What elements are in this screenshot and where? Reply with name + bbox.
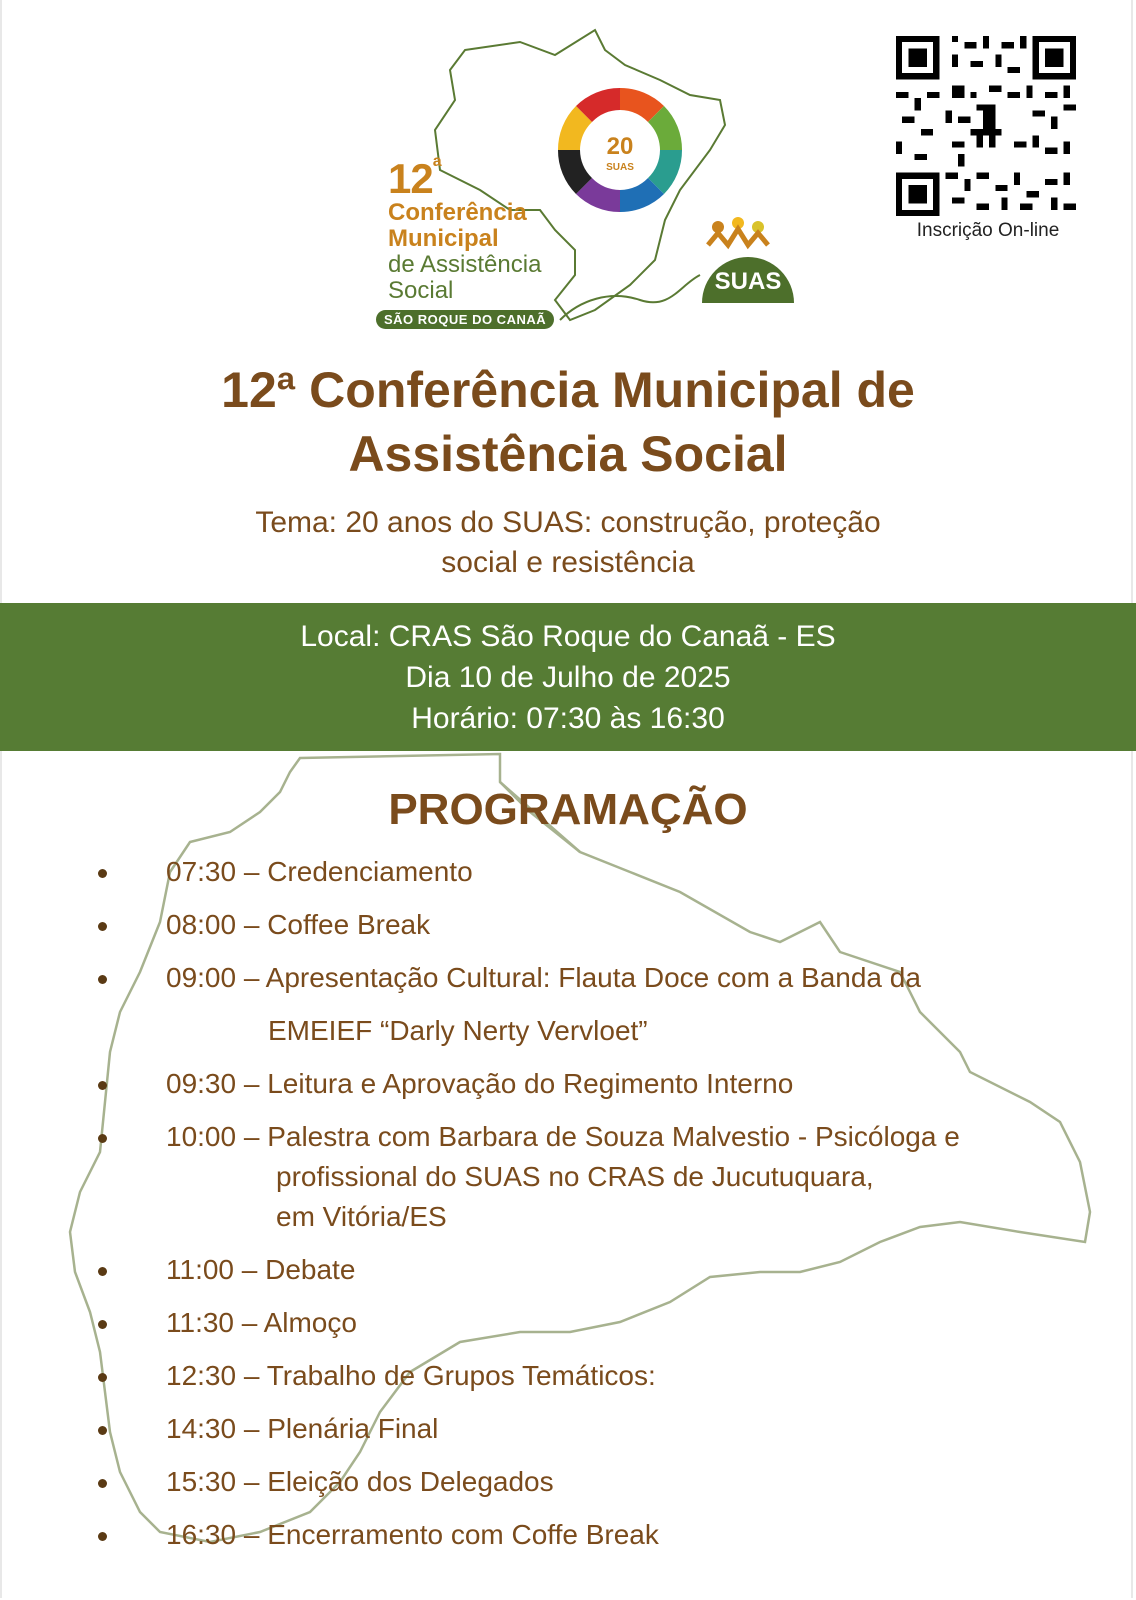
bullet-icon: [98, 1081, 107, 1090]
event-date: Dia 10 de Julho de 2025: [405, 661, 731, 694]
theme-line-1: Tema: 20 anos do SUAS: construção, proteção: [255, 506, 881, 539]
list-item: 12:30 – Trabalho de Grupos Temáticos:: [90, 1356, 1090, 1396]
bullet-icon: [98, 1426, 107, 1435]
people-ring-icon: [550, 80, 690, 220]
logo-ordinal: a: [432, 153, 441, 170]
municipality-pill: SÃO ROQUE DO CANAÃ: [376, 310, 554, 329]
list-item: 11:00 – Debate: [90, 1250, 1090, 1290]
logo-line-1: Conferência: [388, 199, 527, 226]
list-item: 10:00 – Palestra com Barbara de Souza Malvestio - Psicóloga e profissional do SUAS no CRAS de Jucutuquara, em Vitória/ES: [90, 1117, 1090, 1237]
title-line-1: 12ª Conferência Municipal de: [221, 362, 915, 418]
program-schedule: [90, 852, 1090, 1568]
conference-logo: [380, 20, 810, 340]
list-item: 16:30 – Encerramento com Coffe Break: [90, 1515, 1090, 1555]
list-item: 07:30 – Credenciamento: [90, 852, 1090, 892]
bullet-icon: [98, 1267, 107, 1276]
bullet-icon: [98, 1134, 107, 1143]
bullet-icon: [98, 1373, 107, 1382]
logo-number: 12: [388, 155, 433, 202]
page-title: [0, 358, 1136, 486]
svg-text:SUAS: SUAS: [606, 162, 634, 173]
svg-text:SUAS: SUAS: [714, 268, 782, 295]
bullet-icon: [98, 975, 107, 984]
qr-registration[interactable]: [896, 36, 1080, 242]
qr-code-icon[interactable]: [896, 36, 1076, 216]
logo-wordmark: [388, 153, 542, 304]
bullet-icon: [98, 1532, 107, 1541]
bullet-icon: [98, 869, 107, 878]
bullet-icon: [98, 1479, 107, 1488]
event-theme: [0, 503, 1136, 583]
title-line-2: Assistência Social: [348, 426, 788, 482]
bullet-icon: [98, 1320, 107, 1329]
list-item: 15:30 – Eleição dos Delegados: [90, 1462, 1090, 1502]
list-item: 09:00 – Apresentação Cultural: Flauta Doce com a Banda da EMEIEF “Darly Nerty Vervloet”: [90, 958, 1090, 1051]
logo-line-2: Municipal: [388, 225, 499, 252]
event-location: Local: CRAS São Roque do Canaã - ES: [300, 620, 836, 653]
logo-line-3: de Assistência: [388, 251, 542, 278]
list-item: 14:30 – Plenária Final: [90, 1409, 1090, 1449]
list-item: 08:00 – Coffee Break: [90, 905, 1090, 945]
program-title: PROGRAMAÇÃO: [388, 785, 748, 834]
list-item: 11:30 – Almoço: [90, 1303, 1090, 1343]
event-time: Horário: 07:30 às 16:30: [411, 702, 725, 735]
event-info-band: [0, 603, 1136, 751]
qr-caption: Inscrição On-line: [916, 220, 1060, 241]
theme-line-2: social e resistência: [441, 546, 695, 579]
bullet-icon: [98, 922, 107, 931]
suas-badge-icon: [698, 215, 798, 305]
svg-text:20: 20: [606, 133, 634, 160]
list-item: 09:30 – Leitura e Aprovação do Regimento Interno: [90, 1064, 1090, 1104]
logo-line-4: Social: [388, 277, 454, 304]
